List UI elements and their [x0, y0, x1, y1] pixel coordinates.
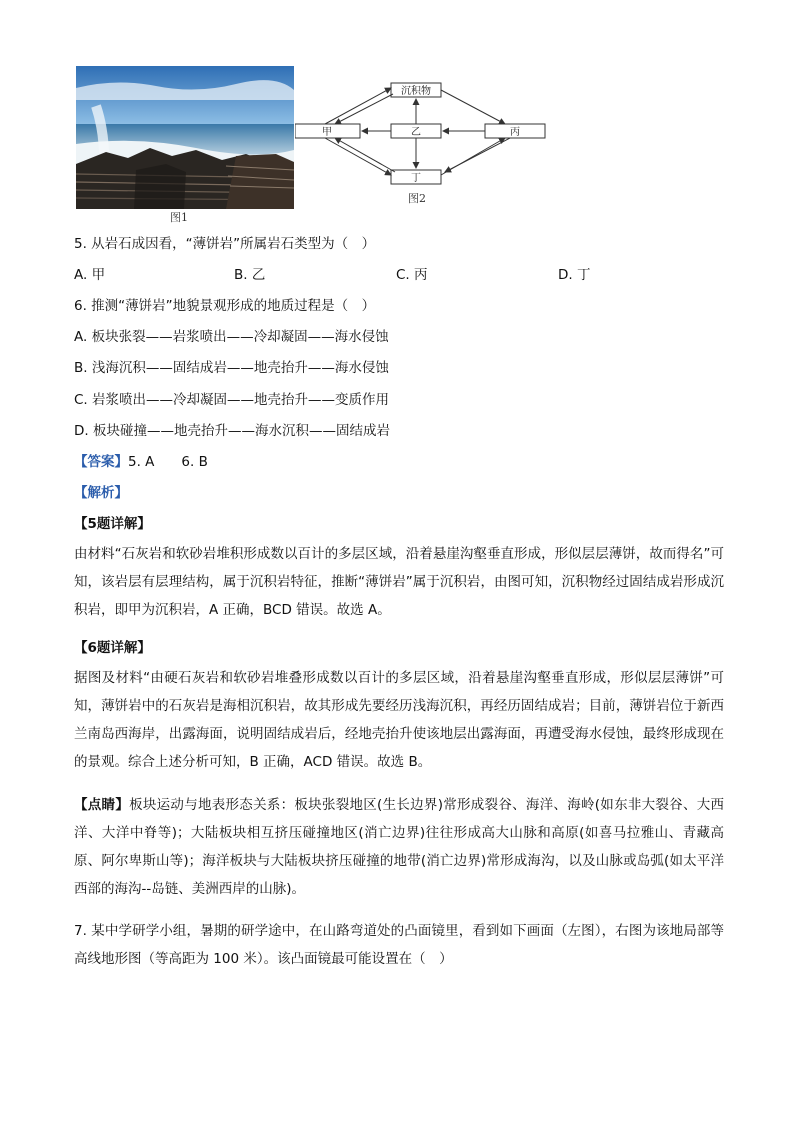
detail5-heading: 【5题详解】: [74, 516, 151, 532]
q6-option-d: D. 板块碰撞——地壳抬升——海水沉积——固结成岩: [74, 423, 390, 439]
q5-option-b: B. 乙: [234, 267, 266, 283]
tip-label: 【点睛】: [74, 797, 130, 813]
arrow-sediment-to-jia: [335, 94, 393, 124]
answer-text: 5. A 6. B: [128, 454, 208, 470]
arrow-bing-to-ding: [445, 138, 510, 172]
arrow-ding-to-jia: [335, 138, 395, 172]
detail5-body: 由材料“石灰岩和软砂岩堆积形成数以百计的多层区域，沿着悬崖沟壑垂直形成，形似层层薄饼，故而得名”可知，该岩层有层理结构，属于沉积岩特征，推断“薄饼岩”属于沉积岩，由图可知，沉积物经过固结成岩形成沉积岩，即甲为沉积岩，A 正确，BCD 错误。故选 A。: [74, 546, 724, 618]
analysis-label: 【解析】: [74, 485, 128, 501]
label-yi: 乙: [411, 127, 421, 138]
q5-stem: 5. 从岩石成因看，“薄饼岩”所属岩石类型为（ ）: [74, 236, 376, 252]
label-ding: 丁: [411, 173, 421, 184]
q5-option-c: C. 丙: [396, 267, 428, 283]
detail6-heading: 【6题详解】: [74, 640, 151, 656]
coastal-rock-illustration: [76, 66, 294, 209]
q6-stem: 6. 推测“薄饼岩”地貌景观形成的地质过程是（ ）: [74, 298, 376, 314]
rock-cycle-diagram: [295, 80, 550, 188]
label-bing: 丙: [510, 127, 520, 138]
detail6-body: 据图及材料“由硬石灰岩和软砂岩堆叠形成数以百计的多层区域，沿着悬崖沟壑垂直形成，形似层层薄饼”可知，薄饼岩中的石灰岩是海相沉积岩，故其形成先要经历浅海沉积，再经历固结成岩；目前，薄饼岩位于新西兰南岛西海岸，出露海面，说明固结成岩后，经地壳抬升使该地层出露海面，再遭受海水侵蚀，最终形成现在的景观。综合上述分析可知，B 正确，ACD 错误。故选 B。: [74, 670, 724, 770]
q7-stem: 7. 某中学研学小组，暑期的研学途中，在山路弯道处的凸面镜里，看到如下画面（左图），右图为该地局部等高线地形图（等高距为 100 米）。该凸面镜最可能设置在（ ）: [74, 923, 724, 967]
figure1-caption: 图1: [170, 211, 188, 224]
q6-option-a: A. 板块张裂——岩浆喷出——冷却凝固——海水侵蚀: [74, 329, 389, 345]
arrow-jia-to-sediment: [325, 88, 391, 124]
q5-option-a: A. 甲: [74, 267, 106, 283]
q6-option-b: B. 浅海沉积——固结成岩——地壳抬升——海水侵蚀: [74, 360, 389, 376]
pancake-rocks-photo: [76, 66, 294, 209]
arrow-jia-to-ding: [325, 138, 391, 175]
label-sediment: 沉积物: [401, 86, 431, 97]
q6-option-c: C. 岩浆喷出——冷却凝固——地壳抬升——变质作用: [74, 392, 390, 408]
answer-line: [74, 453, 208, 471]
answer-label: 【答案】: [74, 454, 128, 470]
arrow-sediment-to-bing: [441, 90, 505, 124]
label-jia: 甲: [322, 127, 332, 138]
tip-paragraph: [74, 791, 724, 903]
figure2-caption: 图2: [408, 192, 426, 205]
tip-body: 板块运动与地表形态关系：板块张裂地区(生长边界)常形成裂谷、海洋、海岭(如东非大裂谷、大西洋、大洋中脊等)；大陆板块相互挤压碰撞地区(消亡边界)往往形成高大山脉和高原(如喜马拉雅山、青藏高原、阿尔卑斯山等)；海洋板块与大陆板块挤压碰撞的地带(消亡边界)常形成海沟，以及山脉或岛弧(如太平洋西部的海沟--岛链、美洲西岸的山脉)。: [74, 797, 724, 897]
q5-option-d: D. 丁: [558, 267, 591, 283]
